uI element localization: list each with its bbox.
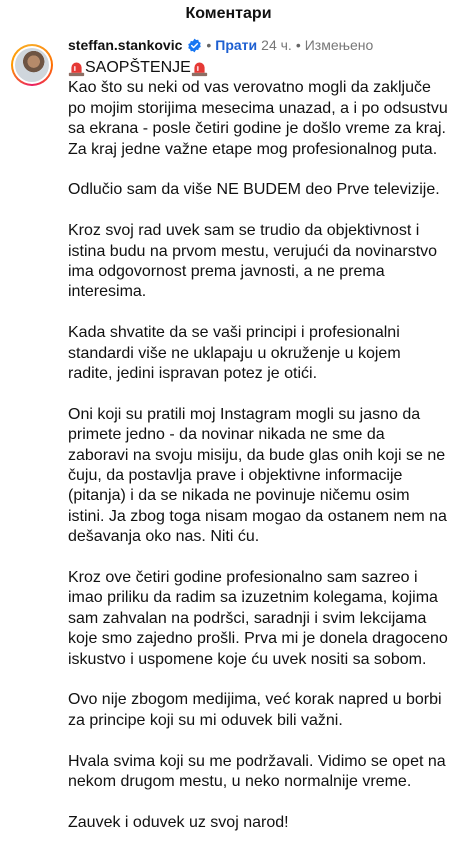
username-link[interactable]: steffan.stankovic	[68, 37, 183, 53]
avatar[interactable]	[11, 44, 53, 86]
caption-paragraph: Kao što su neki od vas verovatno mogli da zaključe po mojim storijima mesecima unazad, a i po odsustvu sa ekrana - posle četiri godine je došlo vreme za kraj. Za kraj jedne važne etape mog profesionalnog puta.	[68, 79, 448, 158]
avatar-photo	[15, 48, 49, 82]
separator-dot: •	[206, 37, 212, 53]
caption-paragraph: Kada shvatite da se vaši principi i profesionalni standardi više ne uklapaju u okruženje u kojem radite, jedini ispravan potez je otići.	[68, 324, 401, 383]
caption-paragraph: Kroz svoj rad uvek sam se trudio da objektivnost i istina budu na prvom mestu, verujući da novinarstvo ima odgovornost prema javnosti, a ne prema interesima.	[68, 222, 438, 301]
edited-label: Измењено	[304, 37, 374, 53]
siren-icon	[68, 60, 85, 77]
verified-badge-icon	[187, 38, 202, 53]
post-meta	[68, 36, 373, 54]
separator-dot: •	[295, 37, 301, 53]
caption-paragraph: Kroz ove četiri godine profesionalno sam sazreo i imao priliku da radim sa izuzetnim kolegama, kojima sam zahvalan na podršci, saradnji i svim lekcijama koje smo zajedno prošli. Prva mi je donela dragoceno iskustvo i uspomene koje ću uvek nositi sa sobom.	[68, 569, 448, 668]
siren-icon	[191, 60, 208, 77]
avatar-ring	[13, 46, 51, 84]
post-caption	[68, 58, 448, 854]
follow-button[interactable]: Прати	[215, 37, 258, 53]
caption-paragraph: Zauvek i oduvek uz svoj narod!	[68, 813, 289, 831]
caption-title: SAOPŠTENJE	[85, 59, 191, 76]
comments-header: Коментари	[185, 5, 272, 22]
post-time: 24 ч.	[261, 37, 292, 53]
caption-paragraph: Oni koji su pratili moj Instagram mogli su jasno da primete jedno - da novinar nikada ne sme da zaboravi na svoju misiju, da bude glas onih koji se ne čuju, da postavlja prave i objektivne informacije (pitanja) i da se nikada ne povinuje ničemu osim istini. Ja zbog toga nisam mogao da ostanem nem na dešavanja oko nas. Niti ću.	[68, 405, 447, 546]
caption-paragraph: Odlučio sam da više NE BUDEM deo Prve televizije.	[68, 181, 440, 199]
caption-paragraph: Ovo nije zbogom medijima, već korak napred u borbi za principe koji su mi oduvek bili važni.	[68, 691, 442, 729]
caption-paragraph: Hvala svima koji su me podržavali. Vidimo se opet na nekom drugom mestu, u neko normalnije vreme.	[68, 752, 446, 791]
caption-title-line	[68, 58, 448, 78]
